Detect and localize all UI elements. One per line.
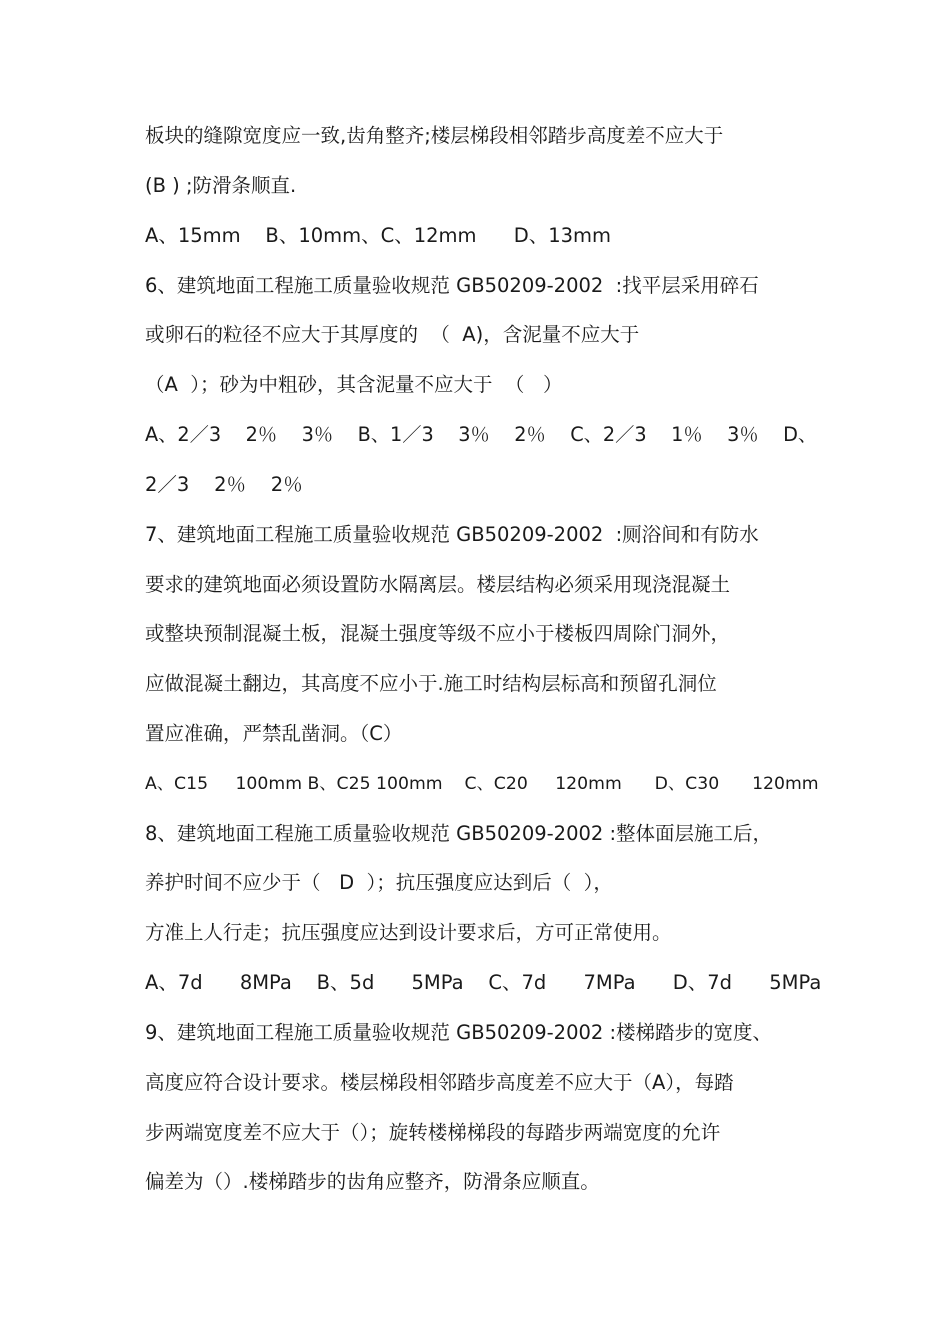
option-line: 2／3 2％ 2％ bbox=[145, 473, 303, 496]
text-line: 置应准确，严禁乱凿洞。（C） bbox=[145, 722, 403, 745]
question-8-line: 8、建筑地面工程施工质量验收规范 GB50209-2002 :整体面层施工后， bbox=[145, 822, 773, 845]
text-line: 板块的缝隙宽度应一致,齿角整齐;楼层梯段相邻踏步高度差不应大于 bbox=[145, 124, 724, 147]
option-line: A、7d 8MPa B、5d 5MPa C、7d 7MPa D、7d 5MPa bbox=[145, 971, 822, 994]
text-line: 高度应符合设计要求。楼层梯段相邻踏步高度差不应大于（A），每踏 bbox=[145, 1071, 734, 1094]
option-line: A、15mm B、10mm、C、12mm D、13mm bbox=[145, 224, 612, 247]
text-line: 应做混凝土翻边，其高度不应小于.施工时结构层标高和预留孔洞位 bbox=[145, 672, 717, 695]
text-line: （A ）；砂为中粗砂，其含泥量不应大于 （ ） bbox=[145, 373, 563, 396]
text-line: 养护时间不应少于（ D ）；抗压强度应达到后（ ）， bbox=[145, 871, 613, 894]
text-line: 方准上人行走；抗压强度应达到设计要求后，方可正常使用。 bbox=[145, 921, 672, 944]
text-line: 或卵石的粒径不应大于其厚度的 （ A)，含泥量不应大于 bbox=[145, 323, 640, 346]
option-line: A、C15 100mm B、C25 100mm C、C20 120mm D、C30 120mm bbox=[145, 774, 819, 794]
text-line: (B ) ;防滑条顺直. bbox=[145, 174, 297, 197]
text-line: 步两端宽度差不应大于（）；旋转楼梯梯段的每踏步两端宽度的允许 bbox=[145, 1121, 721, 1144]
question-7-line: 7、建筑地面工程施工质量验收规范 GB50209-2002 :厕浴间和有防水 bbox=[145, 523, 759, 546]
text-line: 或整块预制混凝土板，混凝土强度等级不应小于楼板四周除门洞外， bbox=[145, 622, 731, 645]
text-line: 偏差为（）.楼梯踏步的齿角应整齐，防滑条应顺直。 bbox=[145, 1170, 600, 1193]
option-line: A、2／3 2％ 3％ B、1／3 3％ 2％ C、2／3 1％ 3％ D、 bbox=[145, 423, 818, 446]
question-6-line: 6、建筑地面工程施工质量验收规范 GB50209-2002 :找平层采用碎石 bbox=[145, 274, 759, 297]
text-line: 要求的建筑地面必须设置防水隔离层。楼层结构必须采用现浇混凝土 bbox=[145, 573, 731, 596]
question-9-line: 9、建筑地面工程施工质量验收规范 GB50209-2002 :楼梯踏步的宽度、 bbox=[145, 1021, 773, 1044]
